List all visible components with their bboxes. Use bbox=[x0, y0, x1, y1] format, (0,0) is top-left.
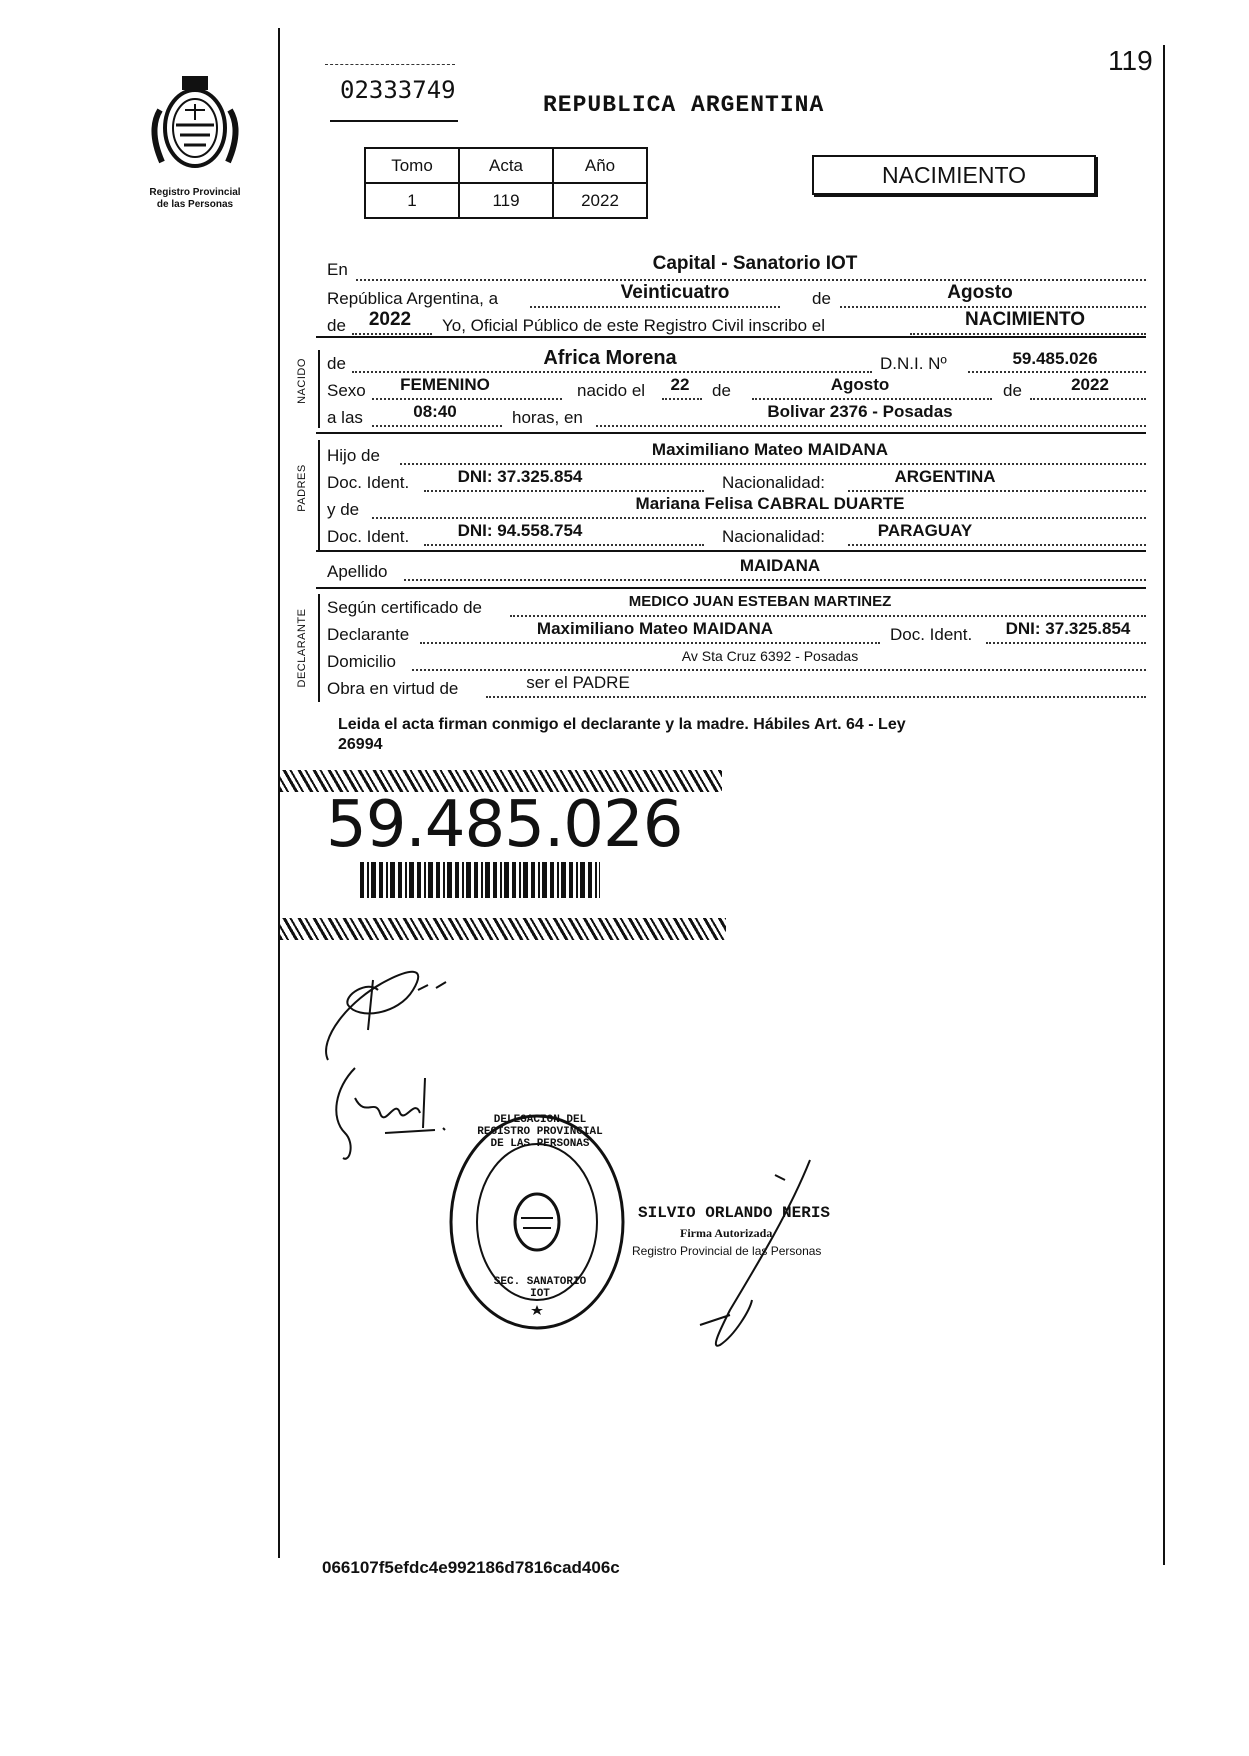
nac-dia-dots bbox=[662, 398, 702, 400]
birth-month-value: Agosto bbox=[830, 375, 890, 394]
nac2-dots bbox=[848, 544, 1146, 546]
time-value: 08:40 bbox=[413, 402, 457, 421]
republica-label: República Argentina, a bbox=[327, 289, 499, 308]
signatory-name: SILVIO ORLANDO NERIS bbox=[638, 1204, 831, 1222]
section-label-nacido: NACIDO bbox=[296, 358, 308, 404]
document-hash: 066107f5efdc4e992186d7816cad406c bbox=[322, 1558, 620, 1577]
dni-dots bbox=[968, 371, 1146, 373]
lugar-dots bbox=[596, 425, 1146, 427]
horas-en-label: horas, en bbox=[512, 408, 583, 427]
official-stamp bbox=[445, 1110, 630, 1335]
nac-de2-label: de bbox=[1003, 381, 1022, 400]
declarante-dots bbox=[420, 642, 880, 644]
decl-doc-dots bbox=[986, 642, 1146, 644]
address-value: Av Sta Cruz 6392 - Posadas bbox=[681, 648, 859, 664]
day-value: Veinticuatro bbox=[620, 282, 730, 303]
nac1-label: Nacionalidad: bbox=[722, 473, 826, 492]
obra-label: Obra en virtud de bbox=[327, 679, 459, 698]
mother-value: Mariana Felisa CABRAL DUARTE bbox=[635, 494, 905, 513]
mes-dots bbox=[840, 306, 1146, 308]
dia-dots bbox=[530, 306, 780, 308]
birth-year-value: 2022 bbox=[1071, 375, 1109, 394]
inscribo-value: NACIMIENTO bbox=[965, 309, 1085, 330]
nac1-dots bbox=[848, 490, 1146, 492]
nombre-dots bbox=[352, 371, 872, 373]
nac2-label: Nacionalidad: bbox=[722, 527, 826, 546]
name-value: Africa Morena bbox=[543, 347, 677, 369]
nac-mes-dots bbox=[752, 398, 992, 400]
month-value: Agosto bbox=[947, 282, 1013, 303]
divider-nacido-top bbox=[316, 336, 1146, 338]
madre-dots bbox=[372, 517, 1146, 519]
barcode bbox=[360, 862, 600, 898]
record-type-box: NACIMIENTO bbox=[812, 155, 1096, 195]
divider-padres-top bbox=[316, 432, 1146, 434]
dni-value: 59.485.026 bbox=[1012, 349, 1098, 368]
signatory-office: Registro Provincial de las Personas bbox=[632, 1244, 822, 1258]
reason-value: ser el PADRE bbox=[526, 673, 630, 692]
province-seal-logo bbox=[140, 70, 250, 180]
decl-doc-label: Doc. Ident. bbox=[890, 625, 973, 644]
father-nationality-value: ARGENTINA bbox=[894, 467, 996, 486]
certificado-dots bbox=[510, 615, 1146, 617]
declarant-doc-value: DNI: 37.325.854 bbox=[1005, 619, 1131, 638]
doc1-dots bbox=[424, 490, 704, 492]
birth-place-value: Bolivar 2376 - Posadas bbox=[767, 402, 953, 421]
serial-top-rule bbox=[325, 64, 455, 65]
acta-value-tomo: 1 bbox=[365, 183, 459, 218]
big-id-number: 59.485.026 bbox=[326, 788, 683, 862]
right-margin-line bbox=[1163, 45, 1165, 1565]
birth-day-value: 22 bbox=[670, 375, 690, 394]
year-value: 2022 bbox=[368, 309, 412, 330]
signature-3-icon bbox=[690, 1150, 830, 1370]
sexo-dots bbox=[372, 398, 562, 400]
nac-anio-dots bbox=[1030, 398, 1146, 400]
de-label-2: de bbox=[327, 316, 346, 335]
doc1-label: Doc. Ident. bbox=[327, 473, 410, 492]
left-margin-line bbox=[278, 28, 280, 1558]
place-value: Capital - Sanatorio IOT bbox=[652, 253, 858, 274]
certificado-label: Según certificado de bbox=[327, 598, 482, 617]
hijo-label: Hijo de bbox=[327, 446, 380, 465]
inscribo-dots bbox=[910, 333, 1146, 335]
dni-label: D.N.I. Nº bbox=[880, 354, 947, 373]
anio-dots bbox=[352, 333, 432, 335]
closing-line-1: Leida el acta firman conmigo el declarante y la madre. Hábiles Art. 64 - Ley bbox=[338, 716, 906, 733]
registry-caption-line1: Registro Provincial bbox=[149, 187, 241, 198]
en-label: En bbox=[327, 260, 348, 279]
divider-apellido-top bbox=[316, 550, 1146, 552]
certificate-value: MEDICO JUAN ESTEBAN MARTINEZ bbox=[628, 593, 892, 610]
registry-caption-line2: de las Personas bbox=[156, 199, 234, 210]
registry-caption bbox=[128, 187, 262, 211]
father-doc-value: DNI: 37.325.854 bbox=[457, 467, 583, 486]
father-value: Maximiliano Mateo MAIDANA bbox=[651, 440, 889, 459]
signature-1-icon bbox=[318, 960, 468, 1070]
doc2-label: Doc. Ident. bbox=[327, 527, 410, 546]
section-label-padres: PADRES bbox=[296, 464, 308, 512]
de-label-1: de bbox=[812, 289, 831, 308]
acta-header-anio: Año bbox=[553, 148, 647, 183]
declarant-value: Maximiliano Mateo MAIDANA bbox=[536, 619, 774, 638]
apellido-label: Apellido bbox=[327, 562, 388, 581]
acta-value-anio: 2022 bbox=[553, 183, 647, 218]
closing-line-2: 26994 bbox=[338, 736, 383, 753]
sex-value: FEMENINO bbox=[400, 375, 490, 394]
signatory-role: Firma Autorizada bbox=[680, 1226, 773, 1240]
nombre-label: de bbox=[327, 354, 346, 373]
yde-label: y de bbox=[327, 500, 360, 519]
security-band-bottom bbox=[280, 918, 726, 940]
hora-dots bbox=[372, 425, 502, 427]
doc2-dots bbox=[424, 544, 704, 546]
declarante-label: Declarante bbox=[327, 625, 410, 644]
declarante-bracket bbox=[318, 594, 320, 702]
padre-dots bbox=[400, 463, 1146, 465]
padres-bracket bbox=[318, 440, 320, 550]
surname-value: MAIDANA bbox=[739, 556, 821, 575]
serial-number: 02333749 bbox=[340, 76, 456, 104]
acta-value-acta: 119 bbox=[459, 183, 553, 218]
header-title: REPUBLICA ARGENTINA bbox=[543, 92, 825, 118]
divider-declarante-top bbox=[316, 587, 1146, 589]
nacido-bracket bbox=[318, 350, 320, 428]
stamp-inner-text: SEC. SANATORIO IOT bbox=[493, 1276, 587, 1300]
sexo-label: Sexo bbox=[327, 381, 366, 400]
obra-dots bbox=[486, 696, 1146, 698]
page-number: 119 bbox=[1108, 45, 1153, 76]
en-dots bbox=[356, 279, 1146, 281]
domicilio-label: Domicilio bbox=[327, 652, 396, 671]
acta-header-acta: Acta bbox=[459, 148, 553, 183]
mother-nationality-value: PARAGUAY bbox=[877, 521, 973, 540]
mother-doc-value: DNI: 94.558.754 bbox=[457, 521, 583, 540]
acta-header-tomo: Tomo bbox=[365, 148, 459, 183]
a-las-label: a las bbox=[327, 408, 363, 427]
apellido-dots bbox=[404, 579, 1146, 581]
domicilio-dots bbox=[412, 669, 1146, 671]
acta-table bbox=[364, 147, 648, 219]
serial-underline bbox=[330, 120, 458, 122]
inscribo-label: Yo, Oficial Público de este Registro Civil inscribo el bbox=[442, 316, 825, 335]
nacido-el-label: nacido el bbox=[577, 381, 646, 400]
stamp-ring-text: DELEGACION DEL REGISTRO PROVINCIAL DE LAS PERSONAS bbox=[477, 1114, 603, 1150]
section-label-declarante: DECLARANTE bbox=[296, 608, 308, 688]
nac-de-label: de bbox=[712, 381, 731, 400]
